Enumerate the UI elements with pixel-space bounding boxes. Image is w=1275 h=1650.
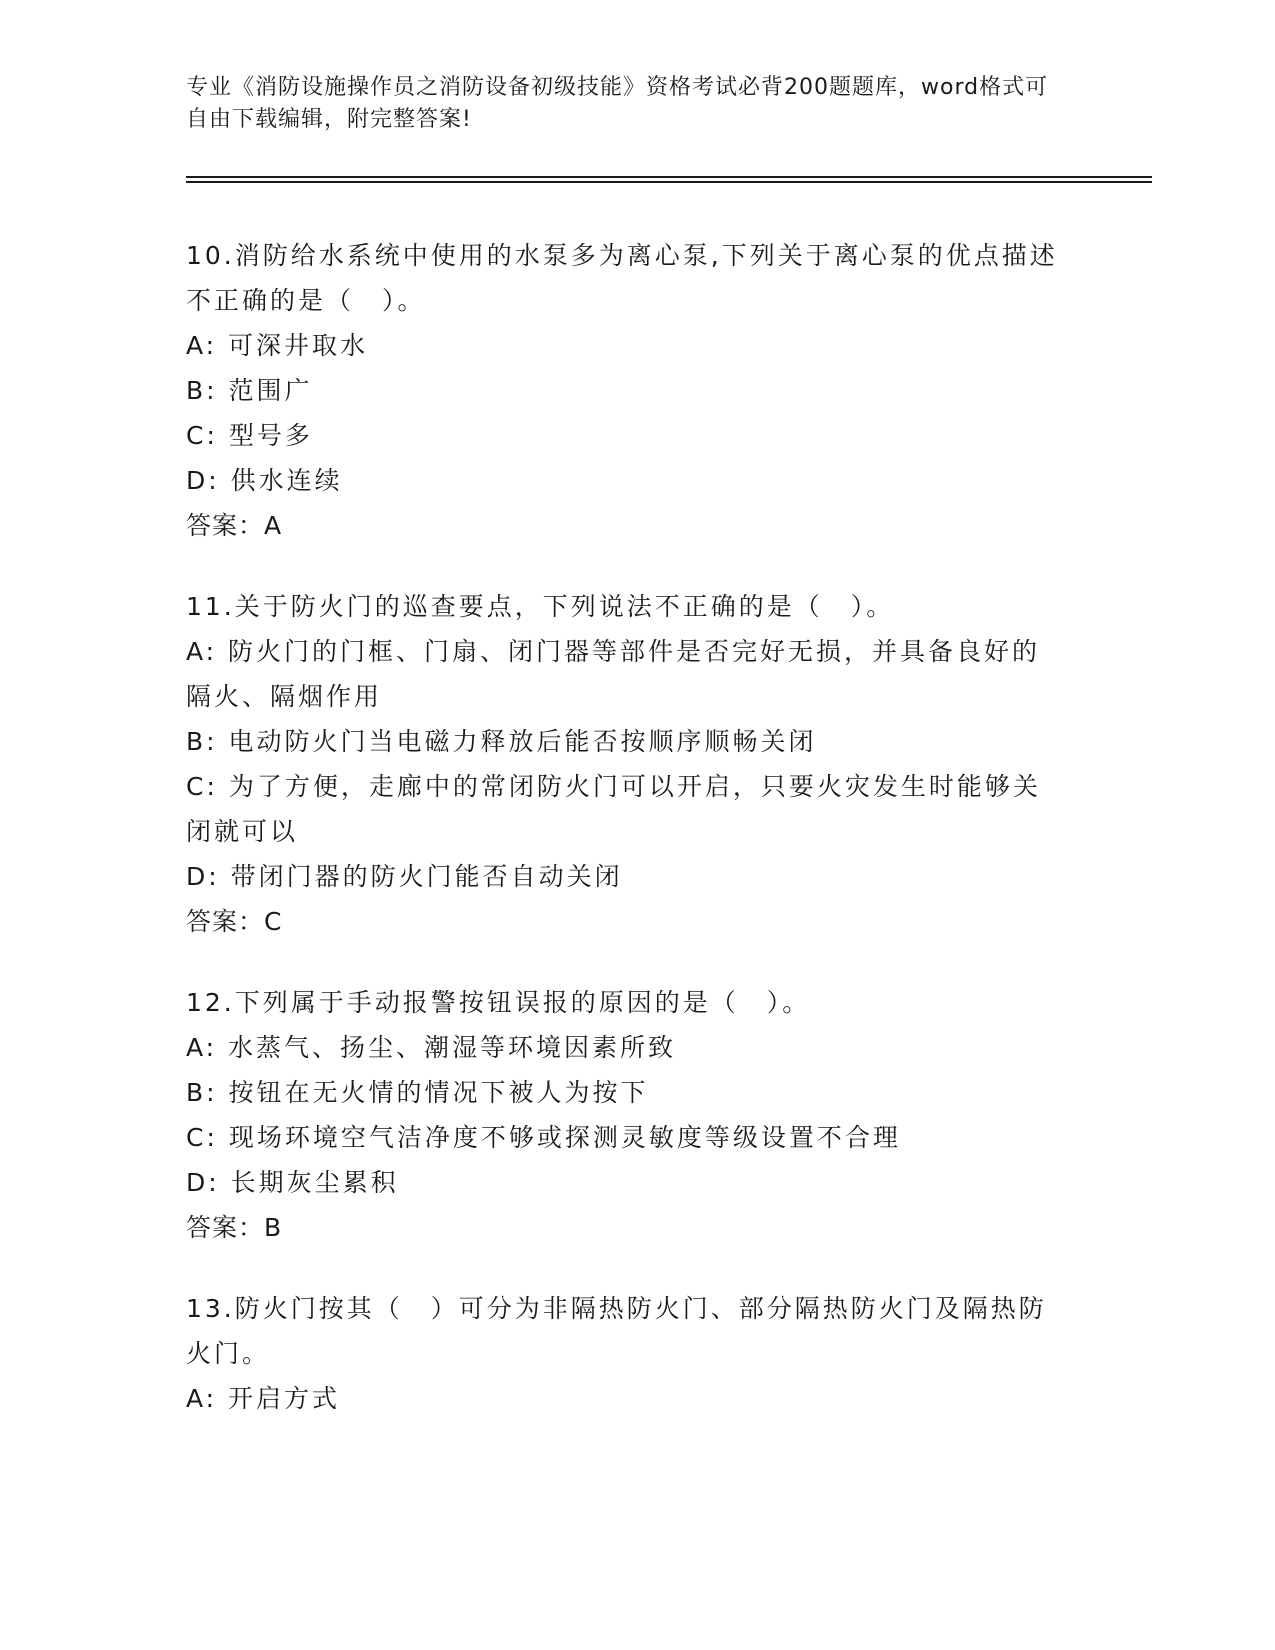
option-b: B: 电动防火门当电磁力释放后能否按顺序顺畅关闭 [186,727,817,756]
option-a: A: 开启方式 [186,1384,341,1413]
option-b: B: 范围广 [186,376,313,405]
answer-text: 答案：A [186,511,283,540]
document-header: 专业《消防设施操作员之消防设备初级技能》资格考试必背200题题库，word格式可自由下载编辑，附完整答案! [186,75,1049,132]
question-list [186,233,1086,1457]
header-divider-bottom [186,181,1152,183]
header-divider-top [186,176,1152,178]
question-stem: 10.消防给水系统中使用的水泵多为离心泵,下列关于离心泵的优点描述不正确的是（ ）。 [186,241,1058,315]
question-item [186,980,1086,1250]
answer-text: 答案：B [186,1213,283,1242]
question-stem: 11.关于防火门的巡查要点，下列说法不正确的是（ ）。 [186,592,895,621]
option-a: A: 防火门的门框、门扇、闭门器等部件是否完好无损，并具备良好的隔火、隔烟作用 [186,637,1041,711]
option-a: A: 可深井取水 [186,331,369,360]
question-item [186,584,1086,944]
option-d: D: 供水连续 [186,466,343,495]
question-item [186,1286,1086,1421]
option-d: D: 长期灰尘累积 [186,1168,399,1197]
option-c: C: 现场环境空气洁净度不够或探测灵敏度等级设置不合理 [186,1123,901,1152]
question-item [186,233,1086,548]
option-b: B: 按钮在无火情的情况下被人为按下 [186,1078,649,1107]
option-c: C: 为了方便，走廊中的常闭防火门可以开启，只要火灾发生时能够关闭就可以 [186,772,1041,846]
answer-text: 答案：C [186,907,283,936]
question-stem: 13.防火门按其（ ）可分为非隔热防火门、部分隔热防火门及隔热防火门。 [186,1294,1047,1368]
option-c: C: 型号多 [186,421,313,450]
option-d: D: 带闭门器的防火门能否自动关闭 [186,862,623,891]
question-stem: 12.下列属于手动报警按钮误报的原因的是（ ）。 [186,988,811,1017]
option-a: A: 水蒸气、扬尘、潮湿等环境因素所致 [186,1033,677,1062]
